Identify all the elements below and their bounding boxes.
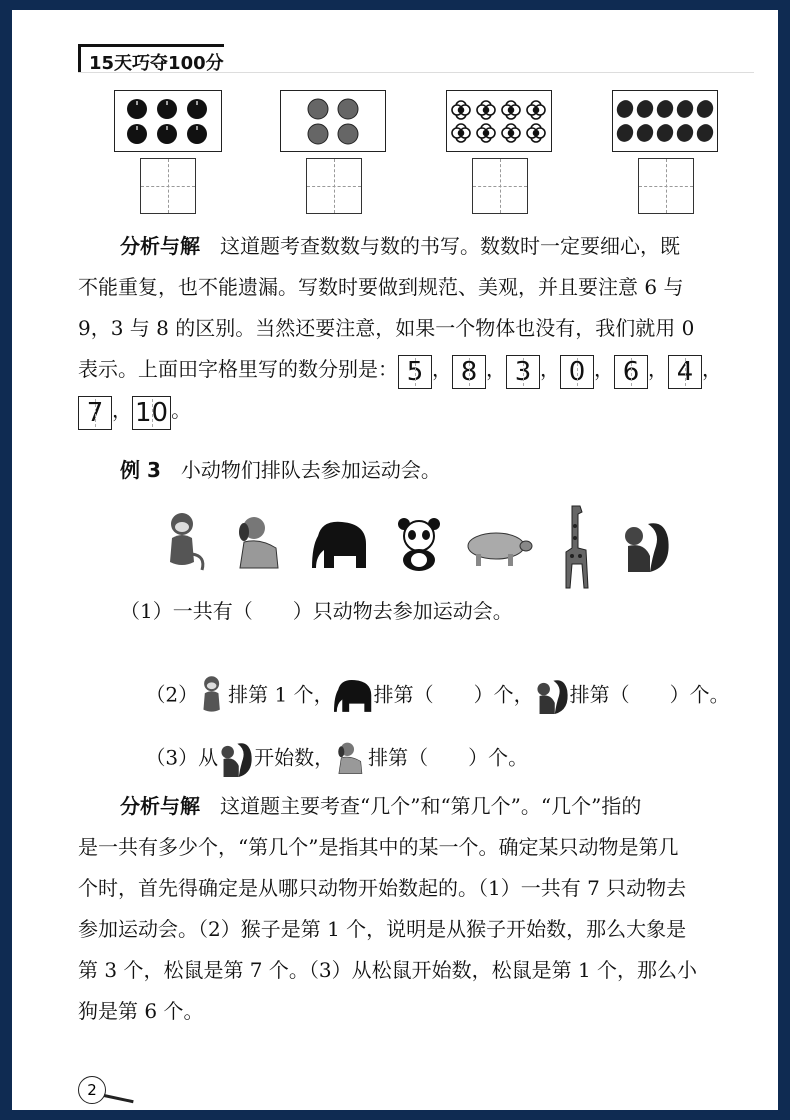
page-header-title: 15天巧夺100分: [78, 44, 224, 73]
elephant-icon: [312, 516, 370, 574]
analysis-text: 不能重复，也不能遗漏。写数时要做到规范、美观，并且要注意 6 与: [78, 275, 684, 299]
magnifier-handle: [104, 1094, 134, 1103]
question-text: 排第 1 个，: [228, 682, 334, 707]
monkey-icon: [198, 674, 228, 718]
apple-count-box: [114, 90, 222, 152]
answer-box: 0: [560, 355, 594, 389]
pig-icon: [462, 528, 534, 568]
example-label: 例 3: [120, 458, 161, 482]
giraffe-icon: [558, 502, 594, 590]
analysis-text: 这道题主要考查“几个”和“第几个”。“几个”指的: [220, 794, 642, 818]
answer-box: 10: [132, 396, 171, 430]
question-text: 排第（ ）个，: [373, 682, 534, 707]
dog-icon: [232, 514, 288, 574]
question-number: （3）从: [145, 745, 219, 770]
analysis-text: 个时，首先得确定是从哪只动物开始数起的。（1）一共有 7 只动物去: [78, 876, 687, 900]
monkey-icon: [162, 510, 206, 574]
ball-icon: [303, 96, 363, 146]
dog-icon: [334, 740, 368, 778]
example-3-heading: [78, 450, 758, 491]
writing-grid-cell[interactable]: [472, 158, 528, 214]
apple-icon: [123, 96, 213, 146]
page-number: 2: [78, 1076, 106, 1104]
answer-box: 7: [78, 396, 112, 430]
writing-grid-cell[interactable]: [638, 158, 694, 214]
analysis-label: 分析与解: [120, 794, 200, 818]
header-rule: [78, 72, 754, 73]
question-text: 排第（ ）个。: [368, 745, 529, 770]
ball-count-box: [280, 90, 386, 152]
analysis-paragraph-1: 分析与解 这道题考查数数与数的书写。数数时一定要细心，既 不能重复，也不能遗漏。写数时要做到规范、美观，并且要注意 6 与 9，3 与 8 的区别。当然还要注意，如果一个物体也没有，我们就用 0 表示。上面田字格里写的数分别是： 5 ， 8 ， 3 ， 0 ， 6 ， 4 ， 7 ， 10 。: [78, 226, 758, 431]
example-text: 小动物们排队去参加运动会。: [180, 458, 441, 482]
flower-count-box: [446, 90, 552, 152]
panda-icon: [394, 516, 444, 572]
elephant-icon: [334, 676, 374, 716]
squirrel-icon: [218, 738, 254, 780]
animal-queue: [162, 510, 682, 590]
analysis-text: 这道题考查数数与数的书写。数数时一定要细心，既: [220, 234, 680, 258]
writing-grid-cell[interactable]: [306, 158, 362, 214]
squirrel-icon: [620, 516, 672, 576]
question-text: 开始数，: [254, 745, 335, 770]
squirrel-icon: [534, 675, 570, 717]
answer-box: 3: [506, 355, 540, 389]
workbook-page: [12, 10, 778, 1110]
answer-box: 4: [668, 355, 702, 389]
answer-box: 6: [614, 355, 648, 389]
writing-grid-cell[interactable]: [140, 158, 196, 214]
analysis-text: 表示。上面田字格里写的数分别是：: [78, 357, 398, 381]
analysis-text: 第 3 个，松鼠是第 7 个。（3）从松鼠开始数，松鼠是第 1 个，那么小: [78, 958, 698, 982]
flower-icon: [449, 96, 549, 146]
analysis-text: 参加运动会。（2）猴子是第 1 个，说明是从猴子开始数，那么大象是: [78, 917, 687, 941]
question-1: （1）一共有（ ）只动物去参加运动会。: [120, 599, 513, 623]
analysis-text: 9，3 与 8 的区别。当然还要注意，如果一个物体也没有，我们就用 0: [78, 316, 695, 340]
leaf-count-box: [612, 90, 718, 152]
analysis-label: 分析与解: [120, 234, 200, 258]
leaf-icon: [615, 96, 715, 146]
analysis-text: 是一共有多少个，“第几个”是指其中的某一个。确定某只动物是第几: [78, 835, 679, 859]
question-text: 排第（ ）个。: [569, 682, 730, 707]
analysis-paragraph-2: [78, 786, 758, 1032]
question-number: （2）: [145, 682, 199, 707]
answer-box: 5: [398, 355, 432, 389]
answer-box: 8: [452, 355, 486, 389]
analysis-text: 狗是第 6 个。: [78, 999, 204, 1023]
